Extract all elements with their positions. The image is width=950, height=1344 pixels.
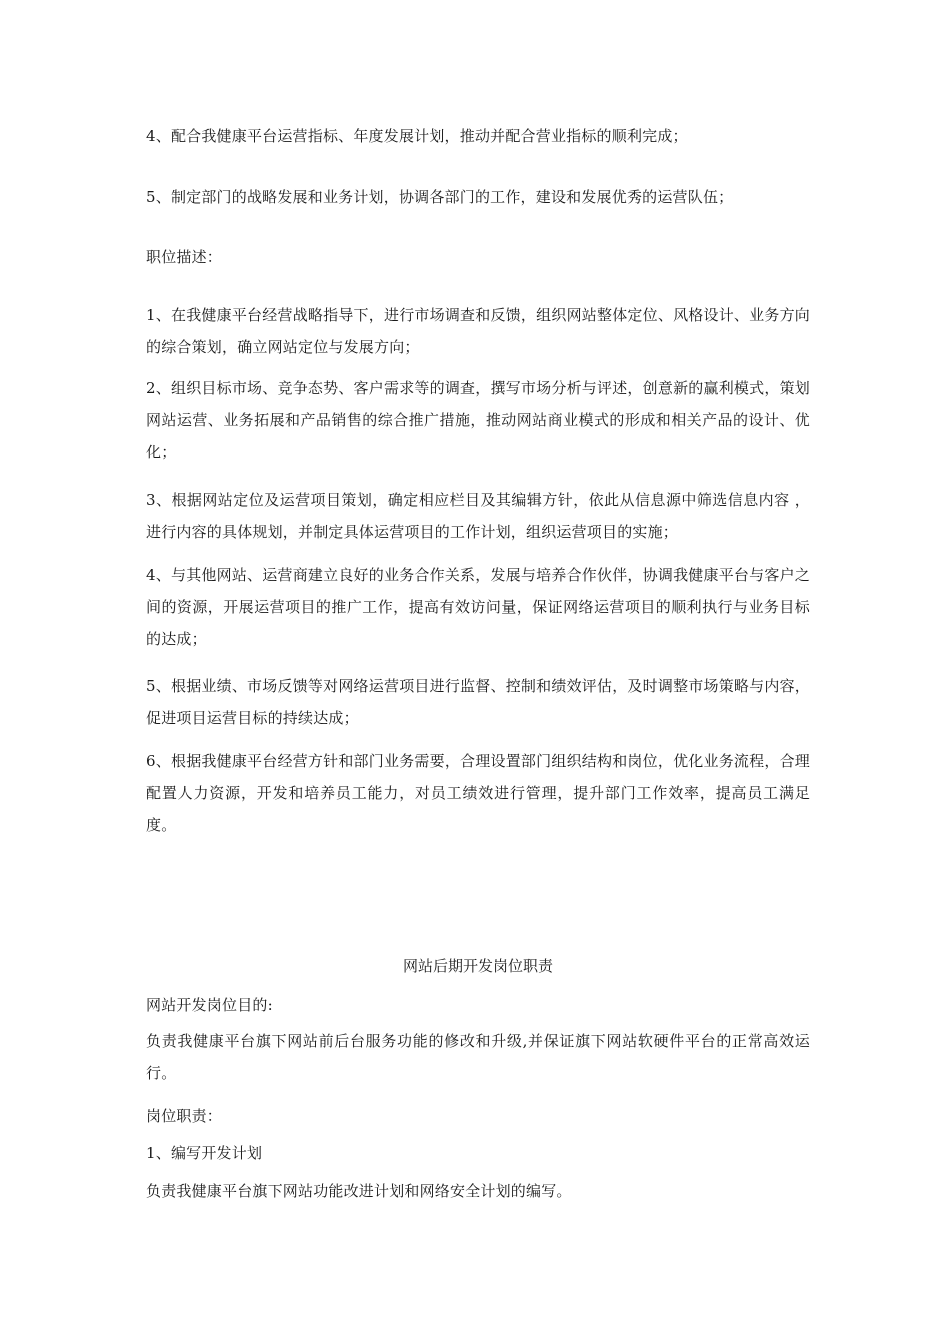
section1-item4: 4、配合我健康平台运营指标、年度发展计划，推动并配合营业指标的顺利完成； <box>146 127 688 145</box>
job-description-item-3: 3、根据网站定位及运营项目策划，确定相应栏目及其编辑方针，依此从信息源中筛选信息内容 ，进行内容的具体规划，并制定具体运营项目的工作计划，组织运营项目的实施； <box>146 491 810 541</box>
dev-duty1-text: 负责我健康平台旗下网站功能改进计划和网络安全计划的编写。 <box>146 1182 572 1200</box>
job-description-heading: 职位描述： <box>146 248 223 266</box>
job-description-item-6: 6、根据我健康平台经营方针和部门业务需要，合理设置部门组织结构和岗位，优化业务流程，合理配置人力资源，开发和培养员工能力，对员工绩效进行管理，提升部门工作效率，提高员工满足度。 <box>146 752 810 834</box>
section1-item5: 5、制定部门的战略发展和业务计划，协调各部门的工作，建设和发展优秀的运营队伍； <box>146 188 734 206</box>
dev-purpose-heading: 网站开发岗位目的: <box>146 996 273 1014</box>
job-description-item-5: 5、根据业绩、市场反馈等对网络运营项目进行监督、控制和绩效评估，及时调整市场策略与内容，促进项目运营目标的持续达成； <box>146 677 810 727</box>
dev-duties-heading: 岗位职责： <box>146 1107 223 1125</box>
dev-duty1-title: 1、编写开发计划 <box>146 1144 263 1162</box>
dev-section-title: 网站后期开发岗位职责 <box>402 957 553 975</box>
dev-purpose-text: 负责我健康平台旗下网站前后台服务功能的修改和升级,并保证旗下网站软硬件平台的正常高效运行。 <box>146 1032 810 1082</box>
job-description-item-4: 4、与其他网站、运营商建立良好的业务合作关系，发展与培养合作伙伴，协调我健康平台与客户之间的资源，开展运营项目的推广工作，提高有效访问量，保证网络运营项目的顺利执行与业务目标的达成； <box>146 566 810 648</box>
job-description-item-1: 1、在我健康平台经营战略指导下，进行市场调查和反馈，组织网站整体定位、风格设计、业务方向的综合策划，确立网站定位与发展方向； <box>146 306 810 356</box>
job-description-item-2: 2、组织目标市场、竞争态势、客户需求等的调查，撰写市场分析与评述，创意新的赢利模式，策划网站运营、业务拓展和产品销售的综合推广措施，推动网站商业模式的形成和相关产品的设计、优化； <box>146 379 810 461</box>
